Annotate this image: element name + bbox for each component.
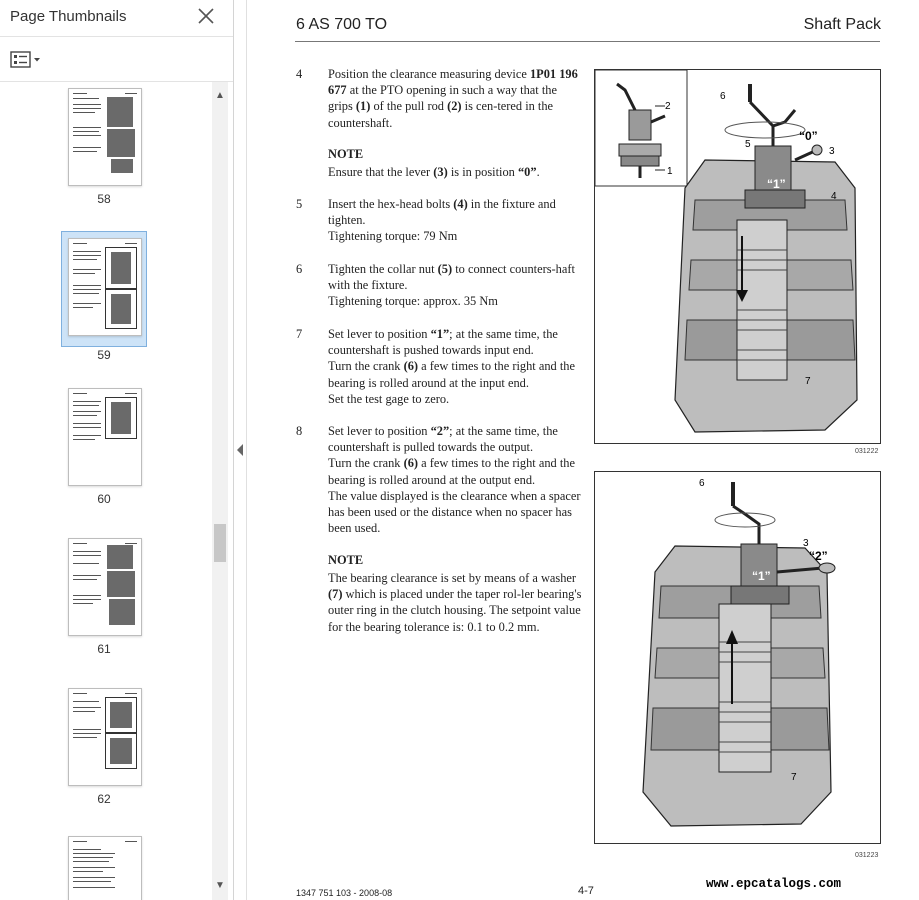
step-number: 8 bbox=[296, 424, 303, 438]
callout-6: 6 bbox=[720, 91, 726, 102]
callout-2: 2 bbox=[665, 101, 671, 112]
document-footer-code: 1347 751 103 - 2008-08 bbox=[296, 888, 393, 898]
callout-4: 4 bbox=[831, 191, 837, 202]
thumbnails-panel bbox=[0, 0, 234, 900]
document-header-title: 6 AS 700 TO bbox=[296, 16, 388, 33]
callout-3: 3 bbox=[803, 538, 809, 549]
step-text: Insert the hex-head bolts (4) in the fixture and tighten. Tightening torque: 79 Nm bbox=[328, 197, 556, 244]
thumbnail-page-61[interactable] bbox=[0, 532, 212, 672]
step-text: Tighten the collar nut (5) to connect counters-haft with the fixture. Tightening torque: approx. 35 Nm bbox=[328, 262, 575, 309]
figure-clearance-device-position-1 bbox=[594, 69, 881, 444]
header-rule bbox=[295, 41, 880, 42]
collapse-panel-icon[interactable] bbox=[233, 440, 247, 460]
lever-position-label: “1” bbox=[767, 177, 786, 191]
callout-3: 3 bbox=[829, 146, 835, 157]
callout-1: 1 bbox=[667, 166, 673, 177]
thumbnail-image bbox=[68, 538, 142, 636]
note-text: The bearing clearance is set by means of a washer (7) which is placed under the taper rol-ler bearing's outer ring in the clutch housing. The setpoint value for the bearing tolerance is: 0.1 to 0.2 mm. bbox=[328, 571, 582, 634]
document-page bbox=[247, 0, 919, 900]
thumbnail-page-59[interactable] bbox=[0, 232, 212, 372]
thumbnail-label: 59 bbox=[97, 348, 111, 362]
callout-position-2: “2” bbox=[809, 549, 828, 563]
step-text: Set lever to position “2”; at the same time, the countershaft is pulled towards the output. Turn the crank (6) a few times to the right and the bearing is rolled around at the output end. The value displayed is the clearance when a spacer has been used or the distance when no spacer has been used. bbox=[328, 424, 581, 536]
step-text: Position the clearance measuring device 1P01 196 677 at the PTO opening in such a way that the grips (1) of the pull rod (2) is cen-tered in the countershaft. bbox=[328, 67, 578, 130]
step-text: Set lever to position “1”; at the same time, the countershaft is pushed towards input end. Turn the crank (6) a few times to the right and the bearing is rolled around at the input end. Set the test gage to zero. bbox=[328, 327, 575, 406]
note-heading: NOTE bbox=[328, 553, 364, 567]
note-text: Ensure that the lever (3) is in position “0”. bbox=[328, 165, 540, 179]
thumbnail-page-60[interactable] bbox=[0, 382, 212, 522]
step-number: 7 bbox=[296, 327, 303, 341]
step-number: 6 bbox=[296, 262, 303, 276]
note-heading: NOTE bbox=[328, 147, 364, 161]
thumbnail-image bbox=[68, 688, 142, 786]
thumbnail-page-62[interactable] bbox=[0, 682, 212, 822]
figure-code: 031222 bbox=[855, 448, 879, 455]
transmission-illustration bbox=[595, 70, 880, 443]
transmission-illustration bbox=[595, 472, 880, 843]
thumbnail-scrollbar[interactable] bbox=[212, 82, 228, 900]
step-number: 5 bbox=[296, 197, 303, 211]
callout-5: 5 bbox=[745, 139, 751, 150]
document-header-section: Shaft Pack bbox=[803, 16, 881, 33]
callout-7: 7 bbox=[791, 772, 797, 783]
document-page-number: 4-7 bbox=[578, 885, 594, 897]
thumbnail-list bbox=[0, 82, 212, 900]
thumbnail-label: 58 bbox=[97, 192, 111, 206]
thumbnail-image bbox=[68, 388, 142, 486]
lever-position-label: “1” bbox=[752, 569, 771, 583]
thumbnail-label: 62 bbox=[97, 792, 111, 806]
figure-code: 031223 bbox=[855, 852, 879, 859]
thumbnail-label: 61 bbox=[97, 642, 111, 656]
panel-title: Page Thumbnails bbox=[10, 8, 127, 25]
thumbnail-image bbox=[68, 88, 142, 186]
scroll-down-icon[interactable]: ▼ bbox=[215, 880, 225, 891]
thumbnail-page-63[interactable] bbox=[0, 832, 212, 900]
panel-header bbox=[0, 0, 233, 37]
callout-7: 7 bbox=[805, 376, 811, 387]
thumbnail-options-icon[interactable] bbox=[10, 51, 44, 69]
thumbnail-label: 60 bbox=[97, 492, 111, 506]
thumbnail-image bbox=[68, 238, 142, 336]
step-number: 4 bbox=[296, 67, 303, 81]
scrollbar-thumb[interactable] bbox=[214, 524, 226, 562]
scroll-up-icon[interactable]: ▲ bbox=[215, 90, 225, 101]
watermark-url: www.epcatalogs.com bbox=[706, 877, 842, 891]
panel-toolbar bbox=[0, 37, 233, 82]
thumbnail-page-58[interactable] bbox=[0, 82, 212, 222]
close-icon[interactable] bbox=[196, 6, 216, 26]
figure-clearance-device-position-2 bbox=[594, 471, 881, 844]
callout-position-0: “0” bbox=[799, 129, 818, 143]
thumbnail-image bbox=[68, 836, 142, 900]
callout-6: 6 bbox=[699, 478, 705, 489]
